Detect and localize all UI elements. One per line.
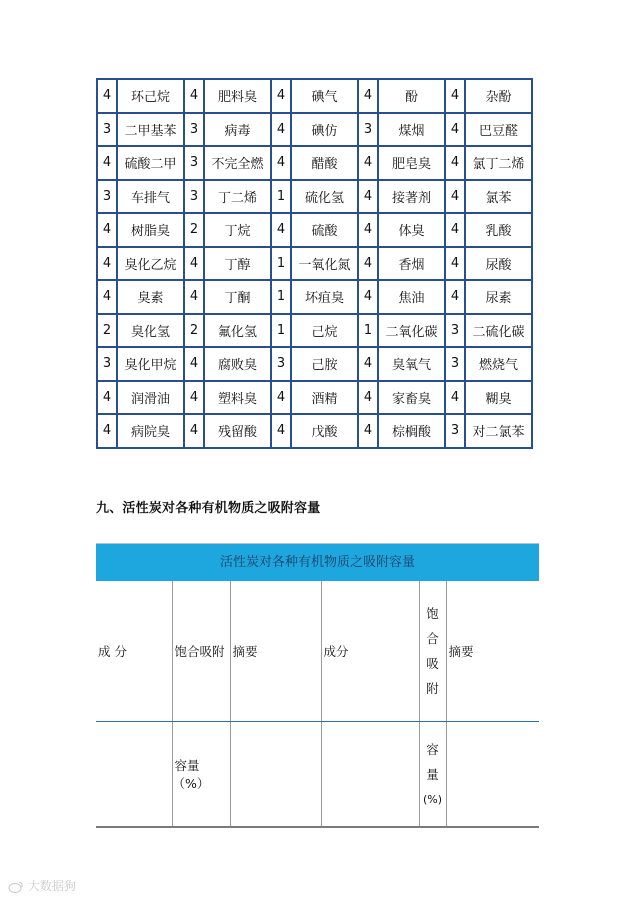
substance-name-cell: 塑料臭 xyxy=(204,381,271,415)
substance-name-cell: 碘仿 xyxy=(291,113,358,147)
cell-empty xyxy=(96,722,172,828)
substance-name-cell: 棕榈酸 xyxy=(378,414,445,448)
header-component: 成 分 xyxy=(96,581,172,722)
substance-name-cell: 己烷 xyxy=(291,314,358,348)
substance-name-cell: 氟化氢 xyxy=(204,314,271,348)
header-summary: 摘要 xyxy=(230,581,321,722)
odor-level-cell: 4 xyxy=(271,79,291,113)
odor-level-cell: 3 xyxy=(184,146,204,180)
odor-level-cell: 4 xyxy=(271,381,291,415)
table-row xyxy=(97,314,532,348)
substance-name-cell: 丁二烯 xyxy=(204,180,271,214)
odor-level-cell: 4 xyxy=(184,381,204,415)
odor-level-cell: 4 xyxy=(271,146,291,180)
odor-level-cell: 3 xyxy=(97,347,117,381)
odor-level-cell: 3 xyxy=(445,314,465,348)
substance-name-cell: 腐败臭 xyxy=(204,347,271,381)
substance-name-cell: 家畜臭 xyxy=(378,381,445,415)
substance-name-cell: 臭化甲烷 xyxy=(117,347,184,381)
odor-level-cell: 4 xyxy=(271,113,291,147)
header-saturation-capacity-2: 饱 合 吸 附 xyxy=(419,581,446,722)
substance-name-cell: 对二氯苯 xyxy=(465,414,532,448)
substance-name-cell: 病院臭 xyxy=(117,414,184,448)
odor-level-cell: 4 xyxy=(184,280,204,314)
substance-name-cell: 煤烟 xyxy=(378,113,445,147)
odor-level-cell: 4 xyxy=(271,213,291,247)
substance-name-cell: 二硫化碳 xyxy=(465,314,532,348)
odor-level-cell: 4 xyxy=(97,213,117,247)
odor-level-cell: 4 xyxy=(358,213,378,247)
substance-name-cell: 巴豆醛 xyxy=(465,113,532,147)
odor-level-cell: 4 xyxy=(445,113,465,147)
odor-level-cell: 2 xyxy=(184,314,204,348)
substance-name-cell: 硫化氢 xyxy=(291,180,358,214)
odor-level-cell: 3 xyxy=(445,347,465,381)
odor-level-cell: 3 xyxy=(97,180,117,214)
odor-level-cell: 4 xyxy=(358,280,378,314)
table-row xyxy=(97,146,532,180)
table-row xyxy=(97,347,532,381)
header-component-2: 成分 xyxy=(321,581,419,722)
odor-level-cell: 3 xyxy=(271,347,291,381)
substance-name-cell: 体臭 xyxy=(378,213,445,247)
cell-empty xyxy=(230,722,321,828)
substance-name-cell: 残留酸 xyxy=(204,414,271,448)
substance-name-cell: 病毒 xyxy=(204,113,271,147)
odor-level-cell: 4 xyxy=(271,414,291,448)
table-row xyxy=(97,79,532,113)
odor-level-cell: 1 xyxy=(358,314,378,348)
odor-level-cell: 3 xyxy=(97,113,117,147)
substance-name-cell: 戊酸 xyxy=(291,414,358,448)
substance-name-cell: 氯苯 xyxy=(465,180,532,214)
table-row xyxy=(97,247,532,281)
adsorption-table xyxy=(96,543,539,828)
odor-level-cell: 4 xyxy=(445,247,465,281)
section-heading: 九、活性炭对各种有机物质之吸附容量 xyxy=(96,501,321,516)
substance-name-cell: 车排气 xyxy=(117,180,184,214)
substance-name-cell: 尿素 xyxy=(465,280,532,314)
odor-level-cell: 3 xyxy=(184,180,204,214)
header-capacity-unit: 容量（%） xyxy=(172,722,230,828)
substance-name-cell: 接著剂 xyxy=(378,180,445,214)
cell-empty xyxy=(321,722,419,828)
odor-level-cell: 4 xyxy=(184,79,204,113)
header-capacity-unit-2: 容 量 (%) xyxy=(419,722,446,828)
substance-name-cell: 香烟 xyxy=(378,247,445,281)
odor-level-cell: 4 xyxy=(358,79,378,113)
odor-level-cell: 4 xyxy=(97,280,117,314)
odor-level-cell: 4 xyxy=(445,146,465,180)
odor-level-cell: 3 xyxy=(445,414,465,448)
substance-name-cell: 一氧化氮 xyxy=(291,247,358,281)
substance-name-cell: 醋酸 xyxy=(291,146,358,180)
odor-level-cell: 4 xyxy=(184,414,204,448)
odor-level-cell: 4 xyxy=(445,180,465,214)
substance-name-cell: 酒精 xyxy=(291,381,358,415)
substance-name-cell: 燃烧气 xyxy=(465,347,532,381)
substance-name-cell: 臭氧气 xyxy=(378,347,445,381)
substance-name-cell: 润滑油 xyxy=(117,381,184,415)
substance-name-cell: 肥皂臭 xyxy=(378,146,445,180)
odor-level-cell: 3 xyxy=(358,113,378,147)
odor-level-cell: 4 xyxy=(184,347,204,381)
table-row xyxy=(97,280,532,314)
odor-level-cell: 4 xyxy=(184,247,204,281)
substance-name-cell: 尿酸 xyxy=(465,247,532,281)
substance-name-cell: 环己烷 xyxy=(117,79,184,113)
substance-name-cell: 氯丁二烯 xyxy=(465,146,532,180)
substance-name-cell: 硫酸二甲 xyxy=(117,146,184,180)
odor-level-cell: 3 xyxy=(184,113,204,147)
odor-level-cell: 4 xyxy=(97,146,117,180)
odor-level-cell: 4 xyxy=(358,414,378,448)
substance-name-cell: 丁醇 xyxy=(204,247,271,281)
substance-name-cell: 焦油 xyxy=(378,280,445,314)
odor-level-cell: 2 xyxy=(184,213,204,247)
adsorption-table-title: 活性炭对各种有机物质之吸附容量 xyxy=(96,543,539,581)
substance-name-cell: 不完全燃 xyxy=(204,146,271,180)
table-row xyxy=(97,180,532,214)
watermark-text: 大数据狗 xyxy=(27,879,76,893)
odor-level-cell: 4 xyxy=(445,381,465,415)
substance-name-cell: 丁烷 xyxy=(204,213,271,247)
odor-level-cell: 4 xyxy=(358,146,378,180)
table-row xyxy=(97,213,532,247)
odor-level-cell: 4 xyxy=(358,247,378,281)
substance-name-cell: 臭化乙烷 xyxy=(117,247,184,281)
odor-level-cell: 2 xyxy=(97,314,117,348)
table-row xyxy=(97,381,532,415)
table-row xyxy=(97,414,532,448)
odor-level-cell: 1 xyxy=(271,247,291,281)
odor-level-cell: 4 xyxy=(97,79,117,113)
substance-name-cell: 杂酚 xyxy=(465,79,532,113)
substance-name-cell: 臭化氢 xyxy=(117,314,184,348)
substance-name-cell: 坏疽臭 xyxy=(291,280,358,314)
odor-level-cell: 1 xyxy=(271,180,291,214)
odor-level-cell: 4 xyxy=(358,180,378,214)
table-row xyxy=(97,113,532,147)
odor-level-cell: 4 xyxy=(97,381,117,415)
odor-level-cell: 4 xyxy=(97,247,117,281)
substance-name-cell: 丁酮 xyxy=(204,280,271,314)
header-saturation-capacity: 饱合吸附 xyxy=(172,581,230,722)
substance-name-cell: 糊臭 xyxy=(465,381,532,415)
odor-level-cell: 4 xyxy=(445,280,465,314)
substance-name-cell: 二甲基苯 xyxy=(117,113,184,147)
odor-level-cell: 4 xyxy=(358,347,378,381)
substance-name-cell: 树脂臭 xyxy=(117,213,184,247)
odor-level-cell: 1 xyxy=(271,314,291,348)
substance-name-cell: 乳酸 xyxy=(465,213,532,247)
substance-name-cell: 碘气 xyxy=(291,79,358,113)
weibo-logo-icon xyxy=(8,880,24,894)
odor-level-cell: 4 xyxy=(358,381,378,415)
watermark xyxy=(8,877,76,894)
substance-name-cell: 硫酸 xyxy=(291,213,358,247)
odor-level-cell: 1 xyxy=(271,280,291,314)
substance-name-cell: 肥料臭 xyxy=(204,79,271,113)
header-summary-2: 摘要 xyxy=(446,581,539,722)
odor-level-cell: 4 xyxy=(445,213,465,247)
substance-name-cell: 二氧化碳 xyxy=(378,314,445,348)
odor-level-cell: 4 xyxy=(97,414,117,448)
substance-name-cell: 己胺 xyxy=(291,347,358,381)
odor-threshold-table xyxy=(96,78,533,449)
substance-name-cell: 酚 xyxy=(378,79,445,113)
cell-empty xyxy=(446,722,539,828)
substance-name-cell: 臭素 xyxy=(117,280,184,314)
odor-level-cell: 4 xyxy=(445,79,465,113)
